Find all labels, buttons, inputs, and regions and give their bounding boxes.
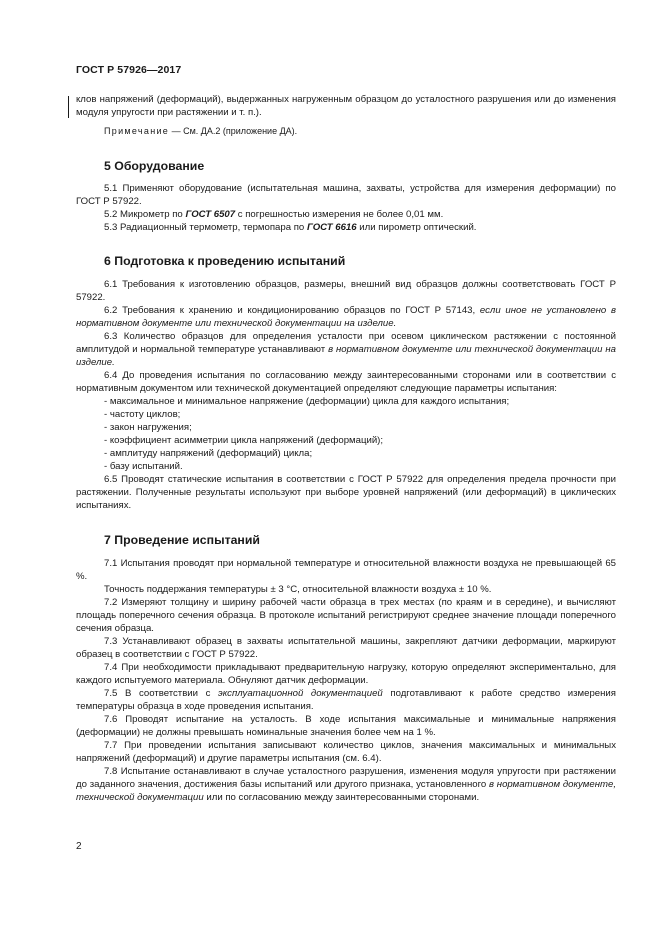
clause-7-5-italic: эксплуатационной документацией: [218, 688, 383, 699]
standard-header: ГОСТ Р 57926—2017: [76, 64, 182, 76]
clause-5-3-text: 5.3 Радиационный термометр, термопара по: [104, 222, 307, 233]
clause-7-2: 7.2 Измеряют толщину и ширину рабочей части образца в трех местах (по краям и в середине), и вычисляют площадь поперечного сечения образца. В протоколе испытаний регистрируют среднее значение площади поперечного сечения образца.: [76, 597, 616, 634]
note-text: — См. ДА.2 (приложение ДА).: [169, 126, 298, 136]
list-item: - базу испытаний.: [104, 461, 183, 472]
section-6-title: 6 Подготовка к проведению испытаний: [104, 254, 346, 268]
clause-5-2-text: 5.2 Микрометр по: [104, 209, 186, 220]
note-label: Примечание: [104, 126, 170, 136]
clause-6-2-text: 6.2 Требования к хранению и кондиционированию образцов по ГОСТ Р 57143,: [104, 305, 480, 316]
clause-5-2: [76, 208, 616, 221]
clause-5-2-tail: с погрешностью измерения не более 0,01 мм.: [235, 209, 444, 220]
clause-7-5: [76, 687, 616, 713]
page-number: 2: [76, 841, 82, 852]
clause-7-7: 7.7 При проведении испытания записывают количество циклов, значения максимальных и минимальных напряжений (деформаций) и другие параметры испытания (см. 6.4).: [76, 740, 616, 764]
clause-5-3: [76, 221, 616, 234]
clause-5-3-ref: ГОСТ 6616: [306, 222, 357, 233]
clause-7-8-italic: в нормативном документе, технической документации: [76, 779, 616, 803]
list-item: - коэффициент асимметрии цикла напряжений (деформаций);: [104, 435, 384, 446]
clause-7-5-tail: подготавливают к работе средство измерения температуры образца в ходе проведения испытания.: [76, 688, 616, 712]
clause-5-1: 5.1 Применяют оборудование (испытательная машина, захваты, устройства для измерения деформации) по ГОСТ Р 57922.: [76, 183, 616, 207]
list-item: - частоту циклов;: [104, 409, 181, 420]
clause-6-3: [76, 330, 616, 369]
section-5-title: 5 Оборудование: [104, 159, 205, 173]
clause-7-6: 7.6 Проводят испытание на усталость. В ходе испытания максимальные и минимальные напряжения (деформации) не должны превышать номинальные значения более чем на 1 %.: [76, 714, 616, 738]
clause-6-1: 6.1 Требования к изготовлению образцов, размеры, внешний вид образцов должны соответствовать ГОСТ Р 57922.: [76, 279, 616, 303]
clause-7-1: 7.1 Испытания проводят при нормальной температуре и относительной влажности воздуха не превышающей 65 %.: [76, 558, 616, 582]
clause-7-4: 7.4 При необходимости прикладывают предварительную нагрузку, которую определяют экспериментально, для каждого испытуемого материала. Обнуляют датчик деформации.: [76, 662, 616, 686]
clause-7-3: 7.3 Устанавливают образец в захваты испытательной машины, закрепляют датчики деформации, маркируют образец в соответствии с ГОСТ Р 57922.: [76, 636, 616, 660]
section-7-title: 7 Проведение испытаний: [104, 533, 260, 547]
change-bar: [68, 96, 69, 118]
clause-7-5-text: 7.5 В соответствии с: [104, 688, 219, 699]
clause-5-2-ref: ГОСТ 6507: [185, 209, 236, 220]
list-item: - максимальное и минимальное напряжение (деформации) цикла для каждого испытания;: [104, 396, 510, 407]
list-item: - амплитуду напряжений (деформаций) цикла;: [104, 448, 313, 459]
clause-5-3-tail: или пирометр оптический.: [356, 222, 477, 233]
clause-6-3-text: 6.3 Количество образцов для определения усталости при осевом циклическом растяжении с постоянной амплитудой и нормальной температуре устанавливают: [76, 331, 616, 355]
clause-6-2-italic: если иное не установлено в нормативном документе или технической документации на изделие.: [76, 305, 616, 329]
clause-7-8: [76, 765, 616, 804]
clause-6-3-italic: в нормативном документе или технической документации на изделие.: [76, 344, 616, 368]
clause-7-8-tail: или по согласованию между заинтересованными сторонами.: [203, 792, 480, 803]
clause-6-5: 6.5 Проводят статические испытания в соответствии с ГОСТ Р 57922 для определения предела прочности при растяжении. Полученные результаты используют при выборе уровней напряжений (или деформаций) в циклических испытаниях.: [76, 474, 616, 511]
note: [76, 125, 616, 138]
clause-7-8-text: 7.8 Испытание останавливают в случае усталостного разрушения, изменения модуля упругости при растяжении до заданного значения, достижения базы испытаний или другого признака, установленного: [76, 766, 616, 790]
list-item: - закон нагружения;: [104, 422, 192, 433]
document-body: [76, 93, 616, 804]
intro-paragraph: клов напряжений (деформаций), выдержанных нагруженным образцом до усталостного разрушения или до изменения модуля упругости при растяжении и т. п.).: [76, 94, 616, 118]
clause-7-1-accuracy: Точность поддержания температуры ± 3 °С, относительной влажности воздуха ± 10 %.: [104, 584, 492, 595]
clause-6-4: 6.4 До проведения испытания по согласованию между заинтересованными сторонами или в соответствии с нормативным документом или технической документацией определяют следующие параметры испытания:: [76, 370, 616, 394]
clause-6-2: [76, 304, 616, 330]
